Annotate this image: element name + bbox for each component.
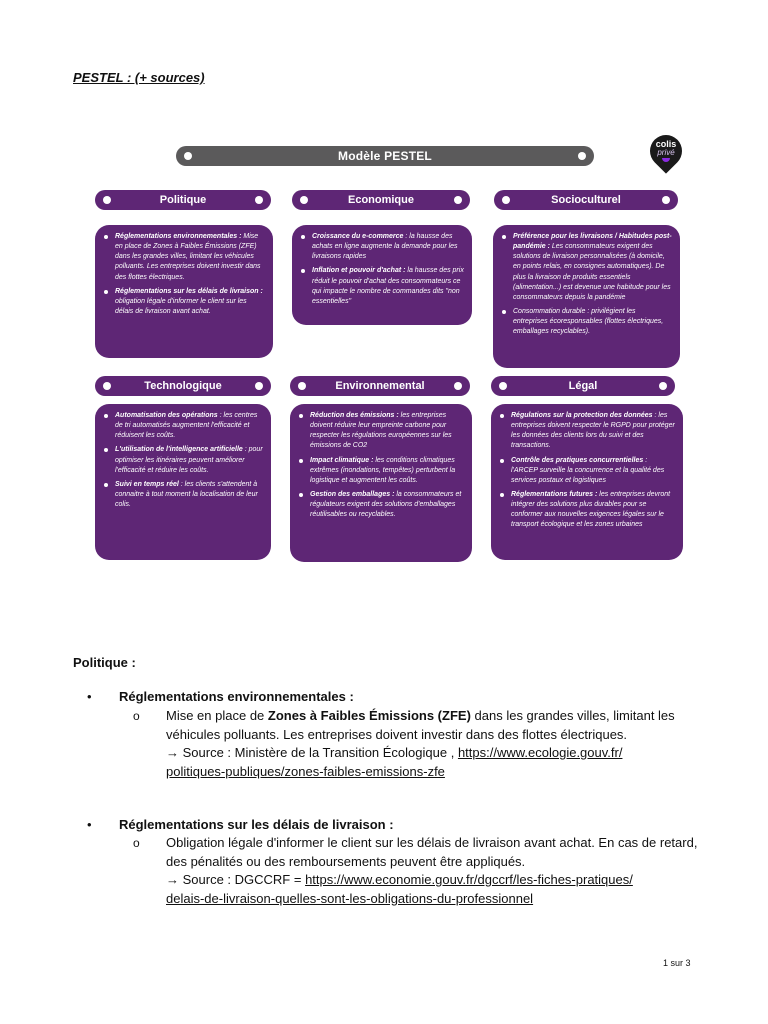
header-dot-left [502, 196, 510, 204]
bullet-icon: • [87, 689, 92, 704]
header-technologique-title: Technologique [144, 380, 222, 392]
section-title-politique: Politique : [73, 655, 136, 670]
card-economique [292, 225, 472, 325]
point-title: Réglementations sur les délais de livraison : [119, 817, 394, 832]
header-socioculturel-title: Socioculturel [551, 194, 621, 206]
socioculturel-item-1: Préférence pour les livraisons / Habitudes post-pandémie : Les consommateurs exigent des solutions de livraison personnalisées (à domicile, en points relais, en consignes automatiques). De plus la livraison de produits essentiels (alimentation...) est devenue une habitude pour les consommateurs depuis la pandémie [499, 232, 672, 303]
header-dot-right [255, 196, 263, 204]
card-legal [491, 404, 683, 560]
sub-text: Obligation légale d'informer le client sur les délais de livraison avant achat. En cas de retard, des pénalités ou des remboursements peuvent être appliqués. [166, 835, 698, 869]
source-prefix: → Source : DGCCRF = [166, 872, 306, 887]
legal-item-2: Contrôle des pratiques concurrentielles : l'ARCEP surveille la concurrence et la qualité des services postaux et logistiques [497, 456, 675, 486]
source-link-dgccrf[interactable]: https://www.economie.gouv.fr/dgccrf/les-fiches-pratiques/ [305, 872, 633, 887]
header-economique [292, 190, 470, 210]
logo-mark-icon [662, 158, 670, 162]
technologique-item-2: L'utilisation de l'intelligence artificielle : pour optimiser les itinéraires peuvent améliorer l'efficacité et réduire les coûts. [101, 445, 263, 475]
source-link-dgccrf-cont[interactable]: delais-de-livraison-quelles-sont-les-obligations-du-professionnel [166, 890, 534, 906]
logo-line-1: colis [655, 139, 677, 149]
card-socioculturel [493, 225, 680, 368]
environnemental-item-1: Réduction des émissions : les entreprises doivent réduire leur empreinte carbone pour respecter les régulations européennes sur les émissions de CO2 [296, 411, 464, 452]
header-politique [95, 190, 271, 210]
politique-item-1: Réglementations environnementales : Mise en place de Zones à Faibles Émissions (ZFE) dans les grandes villes, limitant les véhicules polluants. Les entreprises doivent investir dans des flottes électriques. [101, 232, 265, 283]
economique-item-2: Inflation et pouvoir d'achat : la hausse des prix réduit le pouvoir d'achat des consommateurs ce qui impacte le nombre de commandes dits "non essentielles" [298, 266, 464, 307]
source-link-ecologie[interactable]: https://www.ecologie.gouv.fr/ [457, 745, 623, 760]
politique-item-2: Réglementations sur les délais de livraison : obligation légale d'informer le client sur les délais de livraison avant achat. [101, 287, 265, 317]
header-technologique [95, 376, 271, 396]
source-prefix: → Source : Ministère de la Transition Écologique , [166, 745, 458, 760]
technologique-item-1: Automatisation des opérations : les centres de tri automatisés augmentent l'efficacité et réduisent les coûts. [101, 411, 263, 441]
header-dot-right [255, 382, 263, 390]
card-politique [95, 225, 273, 358]
environnemental-item-3: Gestion des emballages : la consommateurs et régulateurs exigent des solutions d'emballages réutilisables ou recyclables. [296, 490, 464, 520]
card-technologique [95, 404, 271, 560]
header-dot-right [662, 196, 670, 204]
document-heading: PESTEL : (+ sources) [73, 70, 205, 85]
header-environnemental-title: Environnemental [335, 380, 425, 392]
header-politique-title: Politique [159, 194, 207, 206]
header-dot-right [454, 196, 462, 204]
title-bar-left-dot [184, 152, 192, 160]
header-dot-right [454, 382, 462, 390]
point-title: Réglementations environnementales : [119, 689, 354, 704]
sub-bullet-icon: o [133, 709, 140, 723]
card-environnemental [290, 404, 472, 562]
header-dot-left [300, 196, 308, 204]
header-legal [491, 376, 675, 396]
legal-item-1: Régulations sur la protection des données : les entreprises doivent respecter le RGPD pour protéger les données des clients lors du suivi et des transactions. [497, 411, 675, 452]
sub-point-delais [133, 834, 706, 908]
sub-text-pre: Mise en place de [166, 708, 268, 723]
environnemental-item-2: Impact climatique : les conditions climatiques extrêmes (inondations, tempêtes) perturbent la logistique et augmentent les coûts. [296, 456, 464, 486]
page-number: 1 sur 3 [663, 958, 691, 968]
socioculturel-item-2: Consommation durable : privilégient les entreprises écoresponsables (flottes électriques, emballages recyclables). [499, 307, 672, 337]
source-link-ecologie-cont[interactable]: politiques-publiques/zones-faibles-emissions-zfe [166, 763, 445, 779]
sub-text-post: dans les grandes villes, limitant les véhicules polluants. Les entreprises doivent investir dans des flottes électriques. [166, 708, 675, 742]
logo-line-2: privé [657, 148, 675, 157]
header-legal-title: Légal [568, 380, 598, 392]
sub-point-zfe [133, 707, 706, 781]
header-economique-title: Economique [347, 194, 414, 206]
header-dot-left [103, 382, 111, 390]
colis-prive-logo [643, 128, 688, 173]
sub-text-strong: Zones à Faibles Émissions (ZFE) [267, 708, 471, 723]
economique-item-1: Croissance du e-commerce : la hausse des achats en ligne augmente la demande pour les livraisons rapides [298, 232, 464, 262]
bullet-icon: • [87, 817, 92, 832]
technologique-item-3: Suivi en temps réel : les clients s'attendent à connaitre à tout moment la localisation de leur colis. [101, 480, 263, 510]
header-environnemental [290, 376, 470, 396]
legal-item-3: Réglementations futures : les entreprises devront intégrer des solutions plus durables pour se conformer aux nouvelles exigences légales sur le transport écologique et les zones urbaines [497, 490, 675, 531]
pestel-title: Modèle PESTEL [338, 149, 432, 163]
pestel-infographic [90, 130, 690, 570]
sub-bullet-icon: o [133, 836, 140, 850]
header-socioculturel [494, 190, 678, 210]
header-dot-left [499, 382, 507, 390]
title-bar-right-dot [578, 152, 586, 160]
header-dot-right [659, 382, 667, 390]
header-dot-left [298, 382, 306, 390]
header-dot-left [103, 196, 111, 204]
pestel-title-bar [176, 146, 594, 166]
